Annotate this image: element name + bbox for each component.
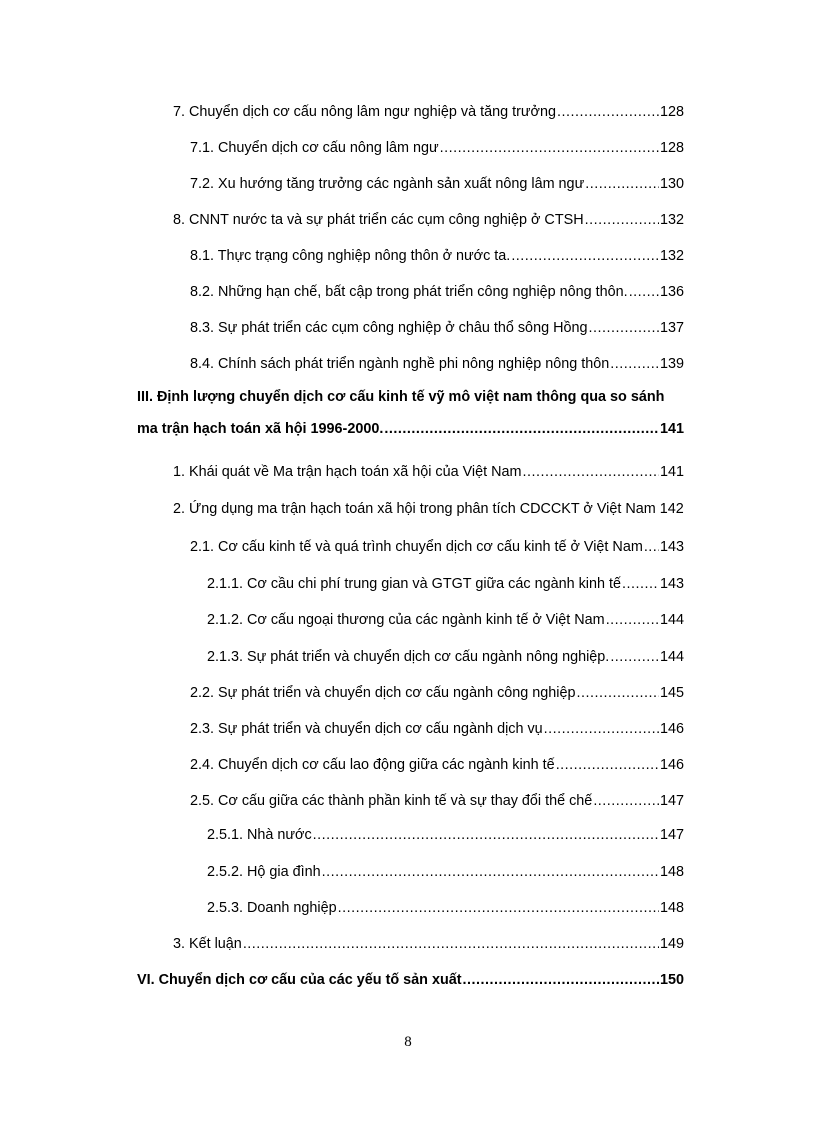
toc-entry-title: 2.5.3. Doanh nghiệp xyxy=(207,900,337,916)
toc-entry-page: 143 xyxy=(659,576,684,592)
toc-entry[interactable] xyxy=(173,500,684,518)
toc-entry-title: ma trận hạch toán xã hội 1996-2000. xyxy=(137,421,384,437)
toc-entry-title: 8.1. Thực trạng công nghiệp nông thôn ở nước ta. xyxy=(190,248,511,264)
toc-entry[interactable] xyxy=(190,538,684,556)
toc-entry-page: 144 xyxy=(659,649,684,665)
toc-entry-title: 2.2. Sự phát triển và chuyển dịch cơ cấu ngành công nghiệp xyxy=(190,685,576,701)
toc-entry[interactable] xyxy=(190,792,684,810)
toc-entry[interactable] xyxy=(173,103,684,121)
toc-entry-page: 149 xyxy=(659,936,684,952)
toc-entry-page: 141 xyxy=(659,464,684,480)
leader-dots xyxy=(463,971,659,989)
leader-dots xyxy=(644,538,659,556)
toc-entry-page: 128 xyxy=(659,104,684,120)
toc-entry-title: 2. Ứng dụng ma trận hạch toán xã hội trong phân tích CDCCKT ở Việt Nam xyxy=(173,501,656,517)
toc-entry[interactable] xyxy=(207,899,684,917)
toc-entry[interactable] xyxy=(207,648,684,666)
leader-dots xyxy=(440,139,659,157)
toc-section-entry[interactable] xyxy=(137,420,684,438)
toc-entry-page: 148 xyxy=(659,864,684,880)
toc-entry-title: 8.2. Những hạn chế, bất cập trong phát triển công nghiệp nông thôn. xyxy=(190,284,628,300)
toc-entry[interactable] xyxy=(190,283,684,301)
toc-entry[interactable] xyxy=(173,211,684,229)
toc-entry[interactable] xyxy=(207,863,684,881)
toc-entry-page: 130 xyxy=(659,176,684,192)
toc-entry-page: 147 xyxy=(659,793,684,809)
toc-entry-page: 144 xyxy=(659,612,684,628)
page-number: 8 xyxy=(404,1034,412,1050)
leader-dots xyxy=(606,611,659,629)
toc-entry-page: 146 xyxy=(659,757,684,773)
toc-entry-title: 8.3. Sự phát triển các cụm công nghiệp ở châu thổ sông Hồng xyxy=(190,320,588,336)
toc-entry-title: 1. Khái quát về Ma trận hạch toán xã hội của Việt Nam xyxy=(173,464,522,480)
toc-entry-page: 141 xyxy=(659,421,684,437)
toc-entry[interactable] xyxy=(207,826,684,844)
toc-entry[interactable] xyxy=(190,175,684,193)
toc-entry-title: VI. Chuyển dịch cơ cấu của các yếu tố sản xuất xyxy=(137,972,462,988)
toc-entry[interactable] xyxy=(190,720,684,738)
leader-dots xyxy=(593,792,659,810)
toc-entry-title: 7.2. Xu hướng tăng trưởng các ngành sản xuất nông lâm ngư xyxy=(190,176,585,192)
toc-entry[interactable] xyxy=(207,611,684,629)
toc-entry-title: 2.3. Sự phát triển và chuyển dịch cơ cấu ngành dịch vụ xyxy=(190,721,543,737)
leader-dots xyxy=(585,211,659,229)
toc-entry-title: 2.1.1. Cơ cầu chi phí trung gian và GTGT giữa các ngành kinh tế xyxy=(207,576,621,592)
leader-dots xyxy=(511,247,659,265)
leader-dots xyxy=(610,648,659,666)
toc-entry-page: 142 xyxy=(659,501,684,517)
toc-entry-title: 2.1. Cơ cấu kinh tế và quá trình chuyển dịch cơ cấu kinh tế ở Việt Nam xyxy=(190,539,643,555)
leader-dots xyxy=(588,319,659,337)
leader-dots xyxy=(585,175,659,193)
toc-entry[interactable] xyxy=(190,684,684,702)
toc-section-heading-line[interactable]: III. Định lượng chuyển dịch cơ cấu kinh tế vỹ mô việt nam thông qua so sánh xyxy=(137,389,665,405)
toc-entry-page: 132 xyxy=(659,212,684,228)
toc-entry-page: 145 xyxy=(659,685,684,701)
toc-entry[interactable] xyxy=(190,139,684,157)
leader-dots xyxy=(313,826,659,844)
toc-entry-title: 2.5.1. Nhà nước xyxy=(207,827,312,843)
toc-entry-title: 3. Kết luận xyxy=(173,936,242,952)
toc-entry-title: 2.5. Cơ cấu giữa các thành phần kinh tế và sự thay đổi thể chế xyxy=(190,793,593,809)
leader-dots xyxy=(243,935,659,953)
leader-dots xyxy=(556,756,659,774)
toc-entry[interactable] xyxy=(190,247,684,265)
leader-dots xyxy=(384,420,659,438)
toc-entry[interactable] xyxy=(190,319,684,337)
leader-dots xyxy=(544,720,659,738)
toc-entry-page: 132 xyxy=(659,248,684,264)
toc-entry[interactable] xyxy=(173,463,684,481)
toc-entry[interactable] xyxy=(207,575,684,593)
toc-entry-title: 2.1.2. Cơ cấu ngoại thương của các ngành kinh tế ở Việt Nam xyxy=(207,612,605,628)
leader-dots xyxy=(622,575,659,593)
toc-entry-page: 150 xyxy=(659,972,684,988)
toc-entry-page: 139 xyxy=(659,356,684,372)
toc-entry-page: 143 xyxy=(659,539,684,555)
toc-entry-page: 148 xyxy=(659,900,684,916)
toc-entry-title: 7. Chuyển dịch cơ cấu nông lâm ngư nghiệp và tăng trưởng xyxy=(173,104,556,120)
toc-entry[interactable] xyxy=(190,756,684,774)
toc-entry-page: 128 xyxy=(659,140,684,156)
toc-entry-title: 8.4. Chính sách phát triển ngành nghề phi nông nghiệp nông thôn xyxy=(190,356,610,372)
leader-dots xyxy=(577,684,659,702)
toc-entry-title: 7.1. Chuyển dịch cơ cấu nông lâm ngư xyxy=(190,140,439,156)
toc-section-entry[interactable] xyxy=(137,971,684,989)
leader-dots xyxy=(338,899,659,917)
leader-dots xyxy=(523,463,659,481)
leader-dots xyxy=(610,355,659,373)
toc-entry-title: 2.1.3. Sự phát triển và chuyển dịch cơ cấu ngành nông nghiệp. xyxy=(207,649,610,665)
leader-dots xyxy=(322,863,659,881)
toc-entry[interactable] xyxy=(173,935,684,953)
leader-dots xyxy=(629,283,659,301)
toc-entry-title: 2.5.2. Hộ gia đình xyxy=(207,864,321,880)
toc-entry-title: 2.4. Chuyển dịch cơ cấu lao động giữa các ngành kinh tế xyxy=(190,757,555,773)
toc-entry-title: 8. CNNT nước ta và sự phát triển các cụm công nghiệp ở CTSH xyxy=(173,212,584,228)
toc-entry[interactable] xyxy=(190,355,684,373)
leader-dots xyxy=(557,103,659,121)
toc-entry-page: 137 xyxy=(659,320,684,336)
toc-entry-page: 136 xyxy=(659,284,684,300)
toc-entry-page: 147 xyxy=(659,827,684,843)
toc-entry-page: 146 xyxy=(659,721,684,737)
